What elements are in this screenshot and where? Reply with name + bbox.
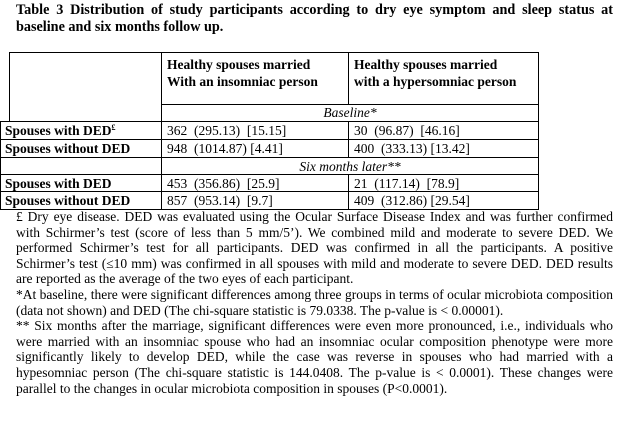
table-footnotes [16, 209, 613, 396]
cell-insomniac: 948 (1014.87) [4.41] [161, 139, 348, 157]
row-label: Spouses without DED [0, 191, 161, 210]
section-baseline [161, 104, 539, 121]
row-label: Spouses with DED£ [0, 121, 161, 139]
section-empty-cell [0, 157, 161, 174]
header-insomniac [161, 52, 348, 105]
cell-insomniac: 453 (356.86) [25.9] [161, 174, 348, 191]
header-insomniac-line1: Healthy spouses married [167, 57, 311, 72]
footnote-baseline: *At baseline, there were significant differences among three groups in terms of ocular microbiota composition (data not shown) and DED (The chi-square statistic is 79.0338. The p-value is < 0.00001). [16, 286, 613, 318]
cell-hypersomniac: 21 (117.14) [78.9] [348, 174, 539, 191]
section-six-months [161, 157, 539, 174]
row-label: Spouses with DED [0, 174, 161, 191]
header-hypersomniac-line1: Healthy spouses married [354, 57, 498, 72]
table-caption: Table 3 Distribution of study participants according to dry eye symptom and sleep status at baseline and six months follow up. [16, 2, 613, 35]
cell-insomniac: 857 (953.14) [9.7] [161, 191, 348, 210]
cell-hypersomniac: 30 (96.87) [46.16] [348, 121, 539, 139]
footnote-six-months: ** Six months after the marriage, significant differences were even more pronounced, i.e., individuals who were married with an insomniac spouse who had an insomniac ocular composition phenotype were more significantly likely to develop DED, while the case was reverse in spouses who had married with a hypesomniac person (The chi-square statistic is 144.0408. The p-value is < 0.0001). These changes were parallel to the changes in ocular microbiota composition in spouses (P<0.0001). [16, 318, 613, 396]
header-hypersomniac-line2: with a hypersomniac person [354, 74, 517, 89]
cell-hypersomniac: 400 (333.13) [13.42] [348, 139, 539, 157]
section-baseline-label: Baseline* [323, 105, 377, 120]
cell-hypersomniac: 409 (312.86) [29.54] [348, 191, 539, 210]
section-six-months-label: Six months later** [299, 159, 401, 174]
footnote-ded: £ Dry eye disease. DED was evaluated using the Ocular Surface Disease Index and was further confirmed with Schirmer’s test (score of less than 5 mm/5’). We combined mild and moderate to severe DED. We performed Schirmer’s test for all participants. DED was confirmed in all the participants. A positive Schirmer’s test (≤10 mm) was confirmed in all spouses with mild and moderate to severe DED. DED results are reported as the average of the two eyes of each participant. [16, 209, 613, 287]
header-hypersomniac [348, 52, 539, 105]
footnote-mark: £ [111, 123, 116, 132]
cell-insomniac: 362 (295.13) [15.15] [161, 121, 348, 139]
header-insomniac-line2: With an insomniac person [167, 74, 318, 89]
header-empty-cell [9, 52, 161, 121]
row-label: Spouses without DED [0, 139, 161, 157]
